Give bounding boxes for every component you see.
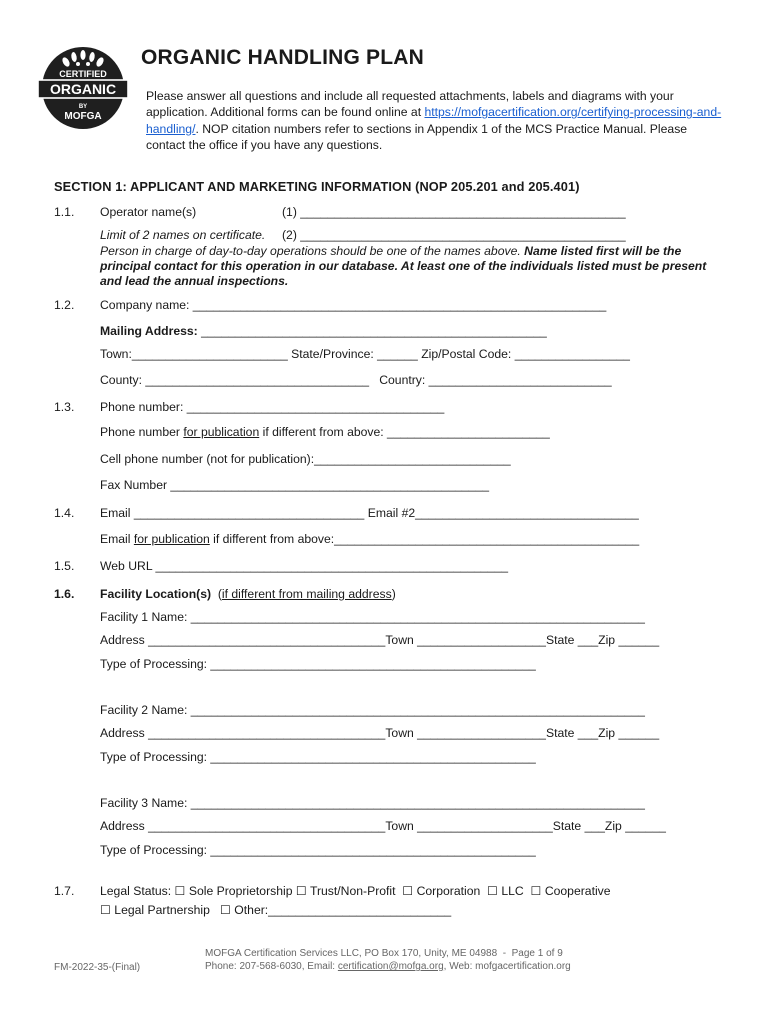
question-number: 1.1. xyxy=(54,205,75,219)
svg-text:BY: BY xyxy=(78,104,88,110)
mailing-address-field[interactable]: Mailing Address: ___________________________________________________ xyxy=(100,324,547,338)
question-number: 1.7. xyxy=(54,884,75,898)
principal-contact-note: Person in charge of day-to-day operations should be one of the names above. Name listed first will be the principal contact for this operation in our database. At least one of the individuals listed must be present and lead the annual inspections. xyxy=(100,244,707,288)
fax-number-field[interactable]: Fax Number _______________________________________________ xyxy=(100,478,490,492)
svg-text:ORGANIC: ORGANIC xyxy=(49,81,117,97)
question-number: 1.4. xyxy=(54,506,75,520)
facility-2-processing-field[interactable]: Type of Processing: ________________________________________________ xyxy=(100,750,536,764)
footer-contact: MOFGA Certification Services LLC, PO Box 170, Unity, ME 04988 - Page 1 of 9 Phone: 207-568-6030, Email: certification@mofga.org, Web: mofgacertification.org xyxy=(205,948,571,972)
svg-text:MOFGA: MOFGA xyxy=(64,111,102,122)
facility-2-name-field[interactable]: Facility 2 Name: ___________________________________________________________________ xyxy=(100,703,645,717)
operator-name-1-field[interactable]: (1) ________________________________________________ xyxy=(282,205,626,219)
phone-number-field[interactable]: Phone number: ______________________________________ xyxy=(100,400,445,414)
facility-1-processing-field[interactable]: Type of Processing: ________________________________________________ xyxy=(100,657,536,671)
svg-text:CERTIFIED: CERTIFIED xyxy=(59,69,107,79)
legal-status-checkboxes[interactable]: Legal Status: ☐ Sole Proprietorship ☐ Trust/Non-Profit ☐ Corporation ☐ LLC ☐ Cooperative xyxy=(100,884,611,898)
publication-email-field[interactable]: Email for publication if different from above:_____________________________________________ xyxy=(100,532,640,546)
publication-phone-field[interactable]: Phone number for publication if different from above: ________________________ xyxy=(100,425,550,439)
facility-locations-heading: Facility Location(s) (if different from mailing address) xyxy=(100,587,396,601)
facility-3-processing-field[interactable]: Type of Processing: ________________________________________________ xyxy=(100,843,536,857)
legal-status-checkboxes-2[interactable]: ☐ Legal Partnership ☐ Other:___________________________ xyxy=(100,903,452,917)
form-id: FM-2022-35-(Final) xyxy=(54,962,141,973)
question-number: 1.2. xyxy=(54,298,75,312)
section-heading: SECTION 1: APPLICANT AND MARKETING INFORMATION (NOP 205.201 and 205.401) xyxy=(54,179,580,194)
operator-name-2-field[interactable]: (2) ________________________________________________ xyxy=(282,228,626,242)
question-number: 1.6. xyxy=(54,587,75,601)
forms-link[interactable]: https://mofgacertification.org/certifying-processing-and-handling/ xyxy=(146,105,722,136)
cell-phone-field[interactable]: Cell phone number (not for publication):_____________________________ xyxy=(100,452,511,466)
town-state-zip-row[interactable]: Town:_______________________ State/Province: ______ Zip/Postal Code: _________________ xyxy=(100,347,630,361)
question-number: 1.3. xyxy=(54,400,75,414)
question-number: 1.5. xyxy=(54,559,75,573)
company-name-field[interactable]: Company name: _____________________________________________________________ xyxy=(100,298,607,312)
certified-organic-mofga-logo xyxy=(36,46,130,130)
operator-name-label: Operator name(s) xyxy=(100,205,197,219)
page-title: ORGANIC HANDLING PLAN xyxy=(141,46,425,69)
intro-paragraph: Please answer all questions and include all requested attachments, labels and diagrams with your application. Additional forms can be found online at https://mofgacertification.org/certifying-processing-and-handling/. NOP citation numbers refer to sections in Appendix 1 of the MCS Practice Manual. Please contact the office if you have any questions. xyxy=(146,89,722,152)
facility-3-address-field[interactable]: Address ___________________________________Town ____________________State ___Zip ______ xyxy=(100,819,666,833)
email-fields-row[interactable]: Email __________________________________ Email #2_________________________________ xyxy=(100,506,639,520)
mailing-address-label: Mailing Address: xyxy=(100,324,198,338)
footer-email-link[interactable]: certification@mofga.org xyxy=(337,961,444,972)
facility-2-address-field[interactable]: Address ___________________________________Town ___________________State ___Zip ______ xyxy=(100,726,660,740)
facility-1-address-field[interactable]: Address ___________________________________Town ___________________State ___Zip ______ xyxy=(100,633,660,647)
county-country-row[interactable]: County: _________________________________ Country: ___________________________ xyxy=(100,373,612,387)
facility-1-name-field[interactable]: Facility 1 Name: ___________________________________________________________________ xyxy=(100,610,645,624)
facility-3-name-field[interactable]: Facility 3 Name: ___________________________________________________________________ xyxy=(100,796,645,810)
name-limit-note: Limit of 2 names on certificate. xyxy=(100,228,266,242)
web-url-field[interactable]: Web URL ____________________________________________________ xyxy=(100,559,509,573)
